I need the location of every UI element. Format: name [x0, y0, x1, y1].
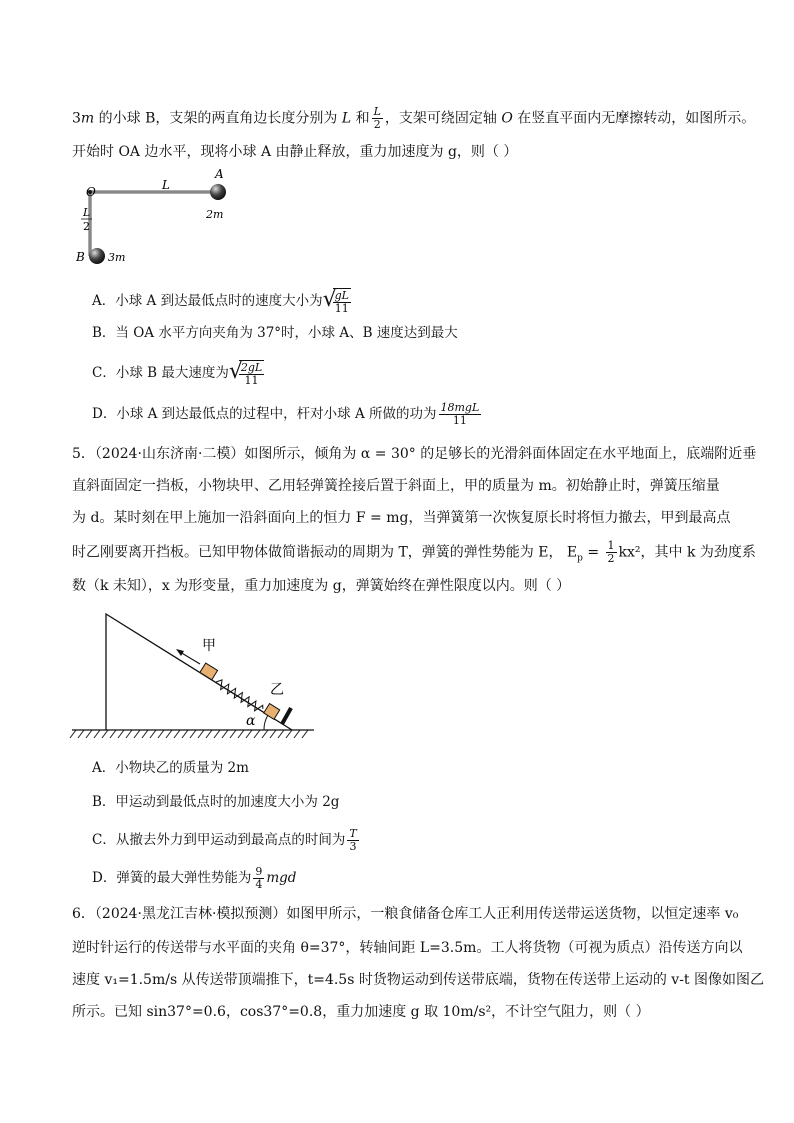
- q5-stem-line-2: 直斜面固定一挡板，小物块甲、乙用轻弹簧拴接后置于斜面上，甲的质量为 m。初始静止时，弹簧压缩量: [72, 478, 720, 494]
- block-jia: [200, 663, 218, 680]
- label-A: A: [215, 167, 224, 181]
- sqrt-2gL-over-11: √ $\frac{2gL}{11}$: [228, 359, 263, 387]
- sqrt-gL-over-11: √ $\frac{gL}{11}$: [322, 287, 349, 315]
- label-2m: 2m: [206, 208, 224, 221]
- q6-stem-line-3: 速度 v₁=1.5m/s 从传送带顶端推下，t=4.5s 时货物运动到传送带底端，货物在传送带上运动的 v-t 图像如图乙: [72, 972, 765, 988]
- q4-option-c[interactable]: C．小球 B 最大速度为 √ $\frac{2gL}{11}$: [92, 360, 266, 387]
- q5-stem-line-5: 数（k 未知），x 为形变量，重力加速度为 g，弹簧始终在弹性限度以内。则（ ）: [72, 578, 571, 594]
- label-jia: 甲: [202, 638, 216, 654]
- baffle: [282, 708, 291, 724]
- q5-option-a[interactable]: A．小物块乙的质量为 2m: [92, 760, 249, 776]
- label-L: L: [162, 178, 170, 192]
- block-yi: [264, 704, 280, 720]
- label-half-L: L: [83, 206, 91, 219]
- label-alpha: α: [246, 713, 256, 729]
- q6-stem-line-4: 所示。已知 sin37°=0.6，cos37°=0.8，重力加速度 g 取 10m/s²，不计空气阻力，则（ ）: [72, 1004, 650, 1020]
- q4-option-d[interactable]: D．小球 A 到达最低点的过程中，杆对小球 A 所做的功为 $\frac{\text{18mgL}}{11}$: [92, 401, 480, 427]
- q4-figure-bracket: [72, 167, 242, 276]
- q4-stem-line-2: 开始时 OA 边水平，现将小球 A 由静止释放，重力加速度为 g，则（ ）: [72, 144, 518, 160]
- fraction-9-over-4: $\frac{9}{4}$: [255, 865, 263, 891]
- fraction-one-half: $\frac{1}{2}$: [607, 539, 615, 565]
- q4-option-a[interactable]: A．小球 A 到达最低点时的速度大小为 √ $\frac{gL}{11}$: [92, 288, 353, 315]
- q5-option-b[interactable]: B．甲运动到最低点时的加速度大小为 2g: [92, 794, 340, 810]
- q4-option-b[interactable]: B．当 OA 水平方向夹角为 37°时，小球 A、B 速度达到最大: [92, 325, 458, 341]
- label-3m: 3m: [108, 251, 126, 264]
- q5-stem-line-4: 时乙刚要离开挡板。已知甲物体做简谐振动的周期为 T，弹簧的弹性势能为 E， $E_p$ = $\frac{1}{2}$ kx²，其中 k 为劲度系: [72, 539, 756, 565]
- label-B: B: [76, 250, 85, 264]
- q5-stem-line-1: 5．（2024·山东济南·二模）如图所示，倾角为 α = 30° 的足够长的光滑斜面体固定在水平地面上，底端附近垂: [72, 446, 757, 462]
- label-half-2: 2: [83, 220, 90, 233]
- q5-stem-line-3: 为 d。某时刻在甲上施加一沿斜面向上的恒力 F = mg，当弹簧第一次恢复原长时将恒力撤去，甲到最高点: [72, 510, 731, 526]
- ball-b: [89, 248, 105, 264]
- fraction-L-over-2: $\frac{L}{2}$: [373, 105, 381, 131]
- q5-option-c[interactable]: C．从撤去外力到甲运动到最高点的时间为 $\frac{T}{3}$: [92, 827, 357, 853]
- q4-stem-line-1: 3m 的小球 B，支架的两直角边长度分别为 L 和 $\frac{L}{2}$ ，支架可绕固定轴 O 在竖直平面内无摩擦转动，如图所示。: [72, 105, 756, 131]
- fraction-18mgL-over-11: $\frac{\text{18mgL}}{11}$: [440, 401, 480, 427]
- label-O: O: [86, 185, 96, 199]
- ball-a: [210, 184, 226, 200]
- q5-figure-incline: [70, 608, 320, 746]
- q6-stem-line-2: 逆时针运行的传送带与水平面的夹角 θ=37°，转轴间距 L=3.5m。工人将货物（可视为质点）沿传送方向以: [72, 940, 743, 956]
- q5-option-d[interactable]: D．弹簧的最大弹性势能为 $\frac{9}{4}$ mgd: [92, 865, 297, 891]
- fraction-T-over-3: $\frac{T}{3}$: [349, 827, 357, 853]
- label-yi: 乙: [270, 682, 284, 698]
- q6-stem-line-1: 6．（2024·黑龙江吉林·模拟预测）如图甲所示，一粮食储备仓库工人正利用传送带运送货物，以恒定速率 v₀: [72, 906, 739, 922]
